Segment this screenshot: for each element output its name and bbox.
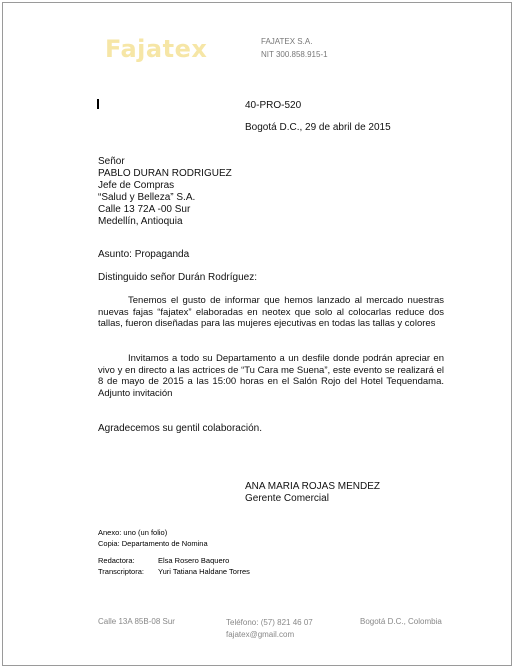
recipient-name: PABLO DURAN RODRIGUEZ — [98, 168, 232, 179]
footer-email: fajatex@gmail.com — [226, 630, 295, 639]
recipient-title: Jefe de Compras — [98, 180, 175, 191]
staff-names — [158, 555, 250, 577]
reference-code: 40-PRO-520 — [245, 100, 302, 111]
recipient-address: Calle 13 72A -00 Sur — [98, 204, 191, 215]
letter-date: Bogotá D.C., 29 de abril de 2015 — [245, 122, 391, 133]
recipient-company: “Salud y Belleza” S.A. — [98, 192, 196, 203]
signer-role: Gerente Comercial — [245, 493, 329, 504]
body-paragraph-2: Invitamos a todo su Departamento a un desfile donde podrán apreciar en vivo y en directo a las actrices de “Tu Cara me Suena”, este evento se realizará el 8 de mayo de 2015 a las 15:00 horas en el Salón Rojo del Hotel Tequendama. Adjunto invitación — [98, 353, 444, 399]
annex-block — [98, 527, 208, 549]
annex-line: Anexo: uno (un folio) — [98, 528, 168, 537]
footer-city: Bogotá D.C., Colombia — [360, 617, 442, 626]
transcriptora-name: Yuri Tatiana Haldane Torres — [158, 567, 250, 576]
company-logo: Fajatex — [105, 35, 208, 63]
footer-contact — [226, 617, 313, 641]
staff-labels — [98, 555, 144, 577]
copy-line: Copia: Departamento de Nomina — [98, 539, 208, 548]
closing-line: Agradecemos su gentil colaboración. — [98, 423, 262, 434]
recipient-city: Medellín, Antioquia — [98, 216, 183, 227]
recipient-salutation: Señor — [98, 156, 125, 167]
subject-line: Asunto: Propaganda — [98, 249, 190, 260]
recipient-block — [98, 156, 232, 228]
redactora-label: Redactora: — [98, 556, 135, 565]
body-paragraph-1: Tenemos el gusto de informar que hemos lanzado al mercado nuestras nuevas fajas “fajatex” elaboradas en neotex que solo al colocarlas reduce dos tallas, fueron diseñadas para las mujeres ejecutivas en todas las tallas y colores — [98, 295, 444, 329]
signer-name: ANA MARIA ROJAS MENDEZ — [245, 481, 381, 492]
letter-page — [2, 2, 512, 666]
company-nit: NIT 300.858.915-1 — [261, 50, 328, 59]
company-info — [261, 35, 328, 61]
footer-phone: Teléfono: (57) 821 46 07 — [226, 618, 313, 627]
text-cursor — [97, 99, 99, 109]
redactora-name: Elsa Rosero Baquero — [158, 556, 230, 565]
footer-address: Calle 13A 85B-08 Sur — [98, 617, 175, 626]
signature-block — [245, 481, 380, 505]
greeting-line: Distinguido señor Durán Rodríguez: — [98, 272, 257, 283]
company-name: FAJATEX S.A. — [261, 37, 313, 46]
transcriptora-label: Transcriptora: — [98, 567, 144, 576]
